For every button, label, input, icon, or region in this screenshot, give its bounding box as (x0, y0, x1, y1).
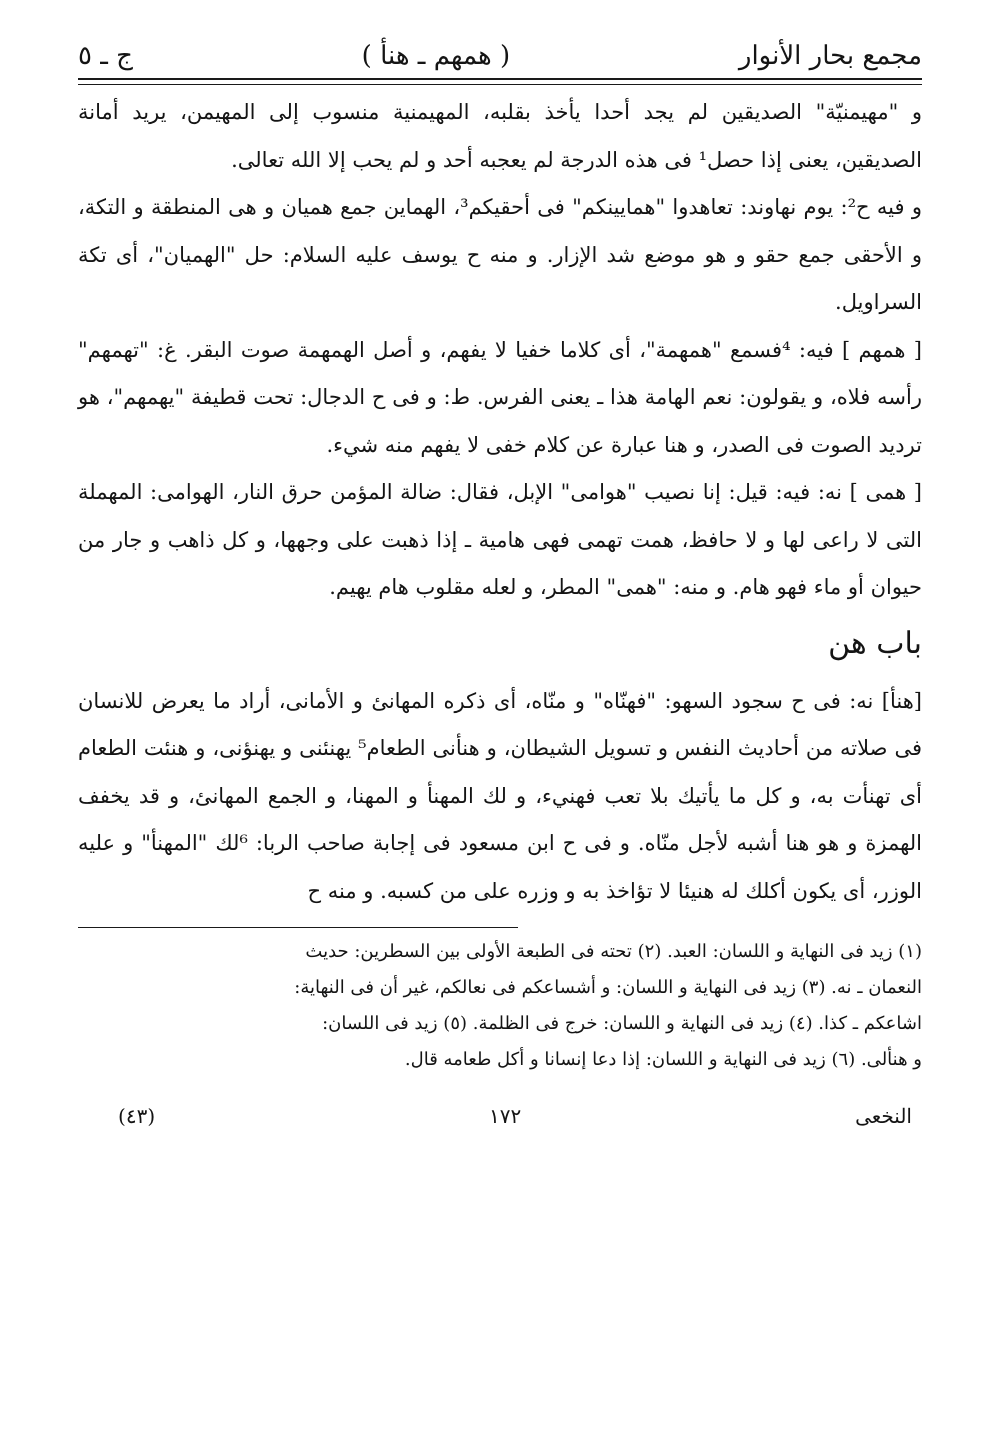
paragraph: و فيه ح²: يوم نهاوند: تعاهدوا "همايينكم" فى أحقيكم³، الهماين جمع هميان و هى المنطقة و التكة، و الأحقى جمع حقو و هو موضع شد الإزار. و منه ح يوسف عليه السلام: حل "الهميان"، أى تكة السراويل. (78, 195, 922, 314)
main-text (78, 89, 922, 915)
footnote-line: و هنألى. (٦) زيد فى النهاية و اللسان: إذا دعا إنسانا و أكل طعامه قال. (404, 1049, 922, 1070)
signature-number: (٤٣) (118, 1104, 156, 1128)
page-number: ١٧٢ (488, 1104, 522, 1128)
page-footer (78, 1104, 922, 1128)
footnote-rule (78, 927, 518, 928)
paragraph: [ همهم ] فيه: ⁴فسمع "همهمة"، أى كلاما خفيا لا يفهم، و أصل الهمهمة صوت البقر. غ: "تهمهم" رأسه فلاه، و يقولون: نعم الهامة هذا ـ يعنى الفرس. ط: و فى ح الدجال: تحت قطيفة "يهمهم"، هو ترديد الصوت فى الصدر، و هنا عبارة عن كلام خفى لا يفهم منه شيء. (78, 337, 923, 457)
footnote-line: النعمان ـ نه. (٣) زيد فى النهاية و اللسان: و أشساعكم فى نعالكم، غير أن فى النهاية: (294, 977, 922, 998)
paragraph: و "مهيمنيّة" الصديقين لم يجد أحدا يأخذ بقلبه، المهيمنية منسوب إلى المهيمن، يريد أمانة الصديقين، يعنى إذا حصل¹ فى هذه الدرجة لم يعجبه أحد و لم يحب إلا الله تعالى. (78, 100, 922, 172)
typesetter-name: النخعى (855, 1104, 912, 1128)
header-rule (78, 78, 922, 85)
footnote-line: (١) زيد فى النهاية و اللسان: العبد. (٢) تحته فى الطبعة الأولى بين السطرين: حديث (305, 941, 922, 962)
paragraph: [ همى ] نه: فيه: قيل: إنا نصيب "هوامى" الإبل، فقال: ضالة المؤمن حرق النار، الهوامى: المهملة التى لا راعى لها و لا حافظ، همت تهمى فهى هامية ـ إذا ذهبت على وجهها، و كل ذاهب و جار من حيوان أو ماء فهو هام. و منه: "همى" المطر، و لعله مقلوب هام يهيم. (78, 480, 922, 599)
volume-label: ج ـ ٥ (78, 40, 133, 71)
footnotes (78, 934, 922, 1078)
book-title: مجمع بحار الأنوار (738, 40, 922, 71)
running-header (78, 18, 922, 72)
paragraph: [هنأ] نه: فى ح سجود السهو: "فهنّاه" و منّاه، أى ذكره المهانئ و الأمانى، أراد ما يعرض للانسان فى صلاته من أحاديث النفس و تسويل الشيطان، و هنأنى الطعام⁵ يهنئنى و يهنؤنى، و هنئت الطعام أى تهنأت به، و كل ما يأتيك بلا تعب فهنيء، و لك المهنأ و المهنا، و الجمع المهانئ، و قد يخفف الهمزة و هو هنا أشبه لأجل منّاه. و فى ح ابن مسعود فى إجابة صاحب الربا: ⁶لك "المهنأ" و عليه الوزر، أى يكون أكلك له هنيئا لا تؤاخذ به و وزره على من كسبه. و منه ح (78, 688, 923, 903)
section-range: ( همهم ـ هنأ ) (361, 40, 511, 71)
footnote-line: اشاعكم ـ كذا. (٤) زيد فى النهاية و اللسان: خرج فى الظلمة. (٥) زيد فى اللسان: (322, 1013, 922, 1034)
chapter-heading: باب هن (828, 625, 922, 661)
